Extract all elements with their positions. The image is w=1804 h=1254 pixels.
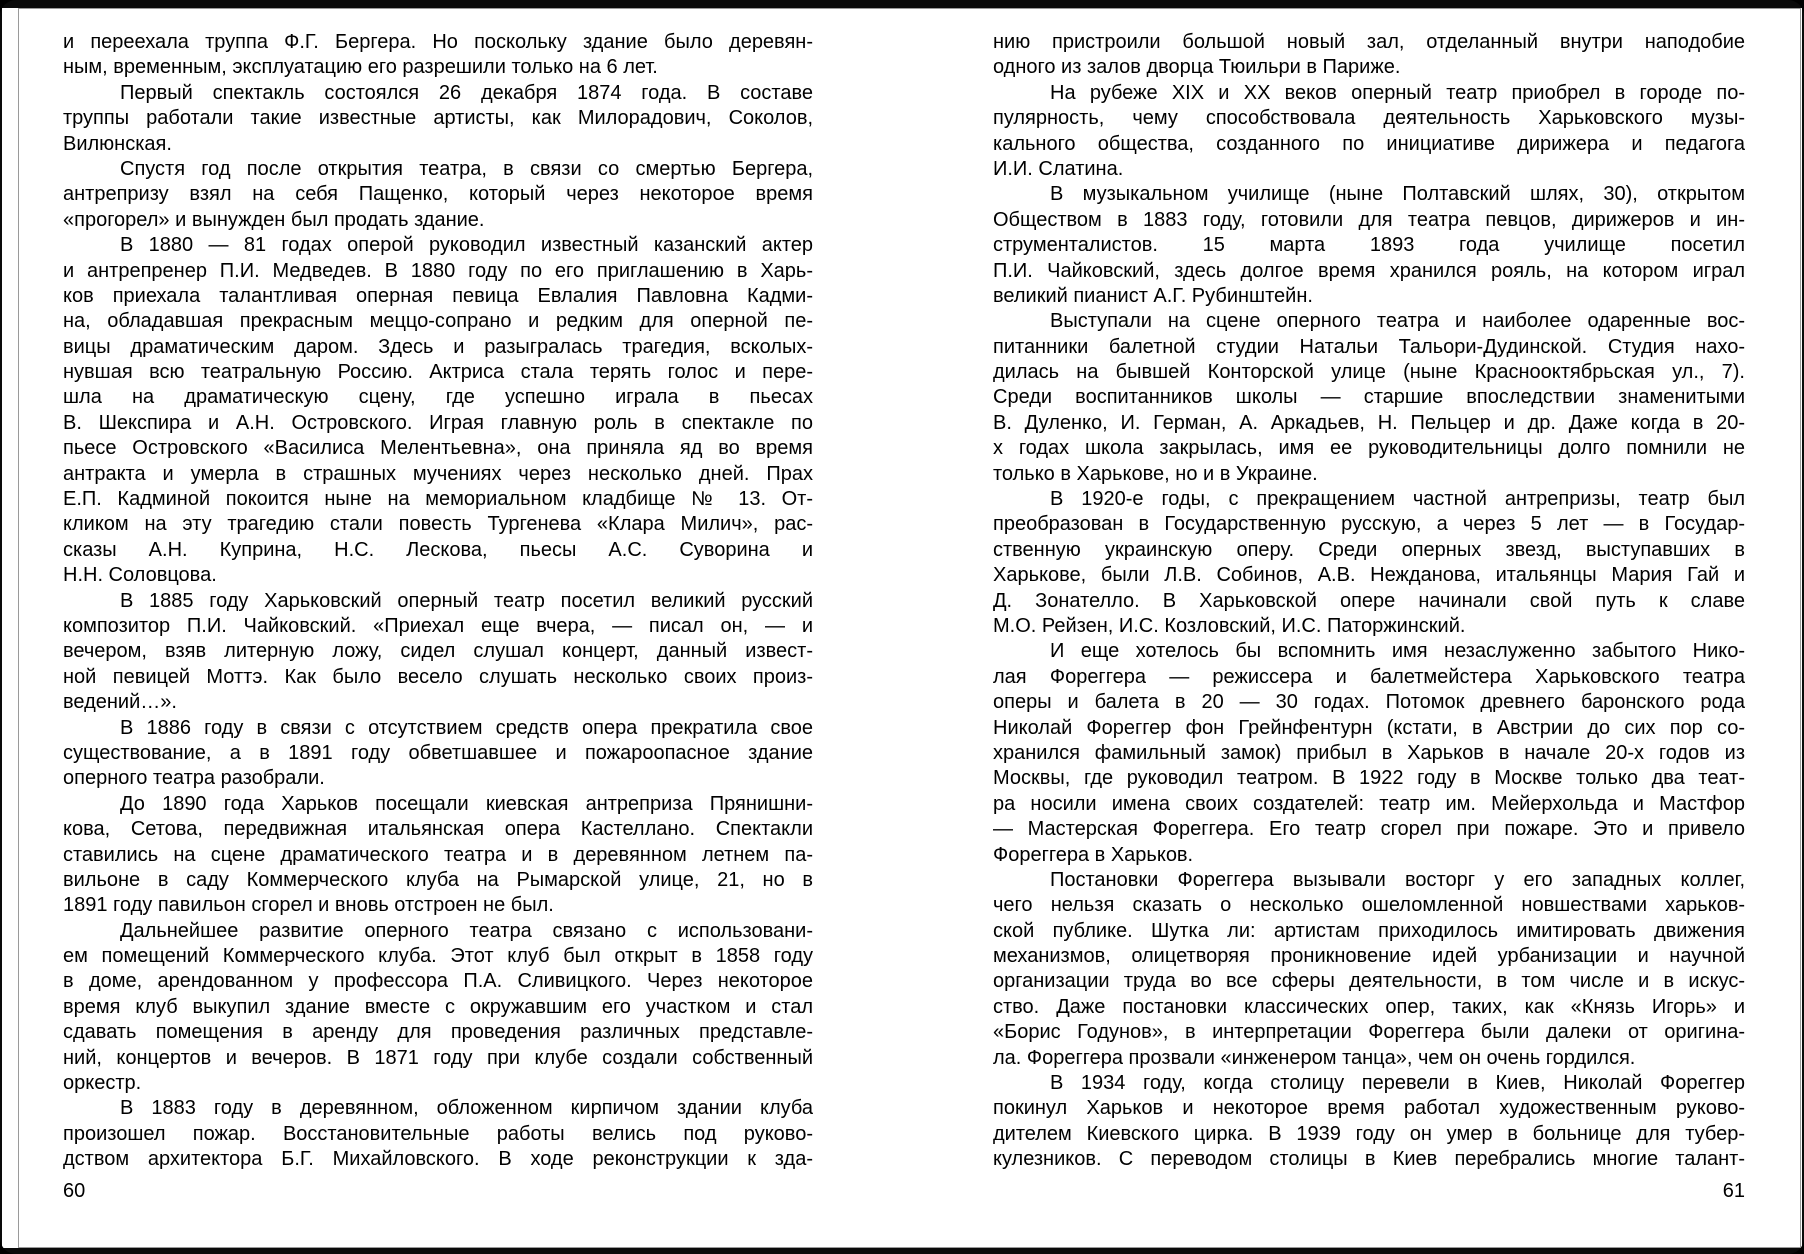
text-line: антракта и умерла в страшных мучениях через несколько дней. Прах [63,462,813,485]
text-line: Среди воспитанников школы — старшие впоследствии знаменитыми [993,386,1745,409]
text-line: кулезников. С переводом столицы в Киев перебрались многие талант- [993,1148,1745,1171]
text-line: В 1885 году Харьковский оперный театр посетил великий русский [120,589,813,612]
text-line: «прогорел» и вынужден был продать здание. [63,208,485,231]
text-line: В 1886 году в связи с отсутствием средств опера прекратила свое [120,716,813,739]
text-line: вицы драматическим даром. Здесь и разыгралась трагедия, всколых- [63,335,813,358]
text-line: кова, Сетова, передвижная итальянская опера Кастеллано. Спектакли [63,818,813,841]
text-line: одного из залов дворца Тюильри в Париже. [993,56,1401,79]
text-line: и антрепренер П.И. Медведев. В 1880 году по его приглашению в Харь- [63,259,813,282]
page-number-right: 61 [1722,1180,1745,1202]
text-line: Дальнейшее развитие оперного театра связано с использовани- [120,919,813,942]
page-number-left: 60 [63,1180,86,1202]
text-line: «Борис Годунов», в интерпретации Фореггера были далеки от оригина- [993,1021,1745,1044]
text-line: ков приехала талантливая оперная певица Евлалия Павловна Кадми- [63,284,813,307]
text-line: вечером, взяв литерную ложу, сидел слушал концерт, данный извест- [63,640,813,663]
text-line: ра носили имена своих создателей: театр им. Мейерхольда и Мастфор [993,792,1745,815]
text-line: антрепризу взял на себя Пащенко, который через некоторое время [63,183,813,206]
text-line: ственную украинскую оперу. Среди оперных звезд, выступавших в [993,538,1745,561]
text-line: хранился фамильный замок) прибыл в Харьков в начале 20-х годов из [993,741,1745,764]
text-line: 1891 году павильон сгорел и вновь отстроен не был. [63,894,554,917]
text-line: лая Фореггера — режиссера и балетмейстера Харьковского театра [993,665,1745,688]
text-line: ство. Даже постановки классических опер, таких, как «Князь Игорь» и [993,995,1745,1018]
text-line: струменталистов. 15 марта 1893 года училище посетил [993,234,1745,257]
text-line: ской публике. Шутка ли: артистам приходилось имитировать движения [993,919,1745,942]
text-line: оперного театра разобрали. [63,767,325,790]
text-line: В 1920-е годы, с прекращением частной антрепризы, театр был [1050,488,1745,511]
text-line: дством архитектора Б.Г. Михайловского. В ходе реконструкции к зда- [63,1148,813,1171]
text-line: время клуб выкупил здание вместе с окружавшим его участком и стал [63,995,813,1018]
text-line: — Мастерская Фореггера. Его театр сгорел при пожаре. Это и привело [993,818,1745,841]
text-line: пулярность, чему способствовала деятельность Харьковского музы- [993,107,1745,130]
text-line: Фореггера в Харьков. [993,843,1194,866]
text-line: Вилюнская. [63,132,172,155]
text-line: чего нельзя сказать о несколько ошеломленной новшествами харьков- [993,894,1745,917]
text-line: Обществом в 1883 году, готовили для театра певцов, дирижеров и ин- [993,208,1745,231]
text-line: оркестр. [63,1072,142,1095]
text-line: труппы работали такие известные артисты, как Милорадович, Соколов, [63,107,813,130]
text-line: кального общества, созданного по инициативе дирижера и педагога [993,132,1745,155]
text-line: дилась на бывшей Конторской улице (ныне Краснооктябрьская ул., 7). [993,361,1745,384]
text-line: существование, а в 1891 году обветшавшее и пожароопасное здание [63,741,813,764]
text-line: Н.Н. Соловцова. [63,564,217,587]
text-line: ем помещений Коммерческого клуба. Этот клуб был открыт в 1858 году [63,945,813,968]
text-line: на, обладавшая прекрасным меццо-сопрано и редким для оперной пе- [63,310,813,333]
text-line: сдавать помещения в аренду для проведения различных представле- [63,1021,813,1044]
text-line: Москвы, где руководил театром. В 1922 году в Москве только два теат- [993,767,1745,790]
text-line: Первый спектакль состоялся 26 декабря 1874 года. В составе [120,81,813,104]
text-line: покинул Харьков и некоторое время работал художественным руково- [993,1097,1745,1120]
text-line: В 1883 году в деревянном, обложенном кирпичом здании клуба [120,1097,813,1120]
page-60-text-column [63,30,813,1173]
text-line: Николай Фореггер фон Грейнфентурн (кстати, в Австрии до сих пор со- [993,716,1745,739]
text-line: вильоне в саду Коммерческого клуба на Рымарской улице, 21, но в [63,868,813,891]
text-line: Харькове, были Л.В. Собинов, А.В. Нежданова, итальянцы Мария Гай и [993,564,1745,587]
text-line: Спустя год после открытия театра, в связи со смертью Бергера, [120,157,813,180]
text-line: кликом на эту трагедию стали повесть Тургенева «Клара Милич», рас- [63,513,813,536]
text-line: преобразован в Государственную русскую, а через 5 лет — в Государ- [993,513,1745,536]
text-line: В. Дуленко, И. Герман, А. Аркадьев, Н. Пельцер и др. Даже когда в 20- [993,411,1745,434]
text-line: ставились на сцене драматического театра и в деревянном летнем па- [63,843,813,866]
text-line: шла на драматическую сцену, где успешно играла в пьесах [63,386,813,409]
text-line: Выступали на сцене оперного театра и наиболее одаренные вос- [1050,310,1745,333]
text-line: великий пианист А.Г. Рубинштейн. [993,284,1313,307]
text-line: механизмов, олицетворяя проникновение идей урбанизации и научной [993,945,1745,968]
text-line: И.И. Слатина. [993,157,1124,180]
text-line: ным, временным, эксплуатацию его разрешили только на 6 лет. [63,56,658,79]
text-line: В музыкальном училище (ныне Полтавский шлях, 30), открытом [1050,183,1745,206]
text-line: До 1890 года Харьков посещали киевская антреприза Прянишни- [120,792,813,815]
text-line: Д. Зонателло. В Харьковской опере начинали свой путь к славе [993,589,1745,612]
text-line: и переехала труппа Ф.Г. Бергера. Но поскольку здание было деревян- [63,31,813,53]
text-line: произошел пожар. Восстановительные работы велись под руково- [63,1122,813,1145]
text-line: Е.П. Кадминой покоится ныне на мемориальном кладбище № 13. От- [63,488,813,511]
text-line: П.И. Чайковский, здесь долгое время хранился рояль, на котором играл [993,259,1745,282]
text-line: сказы А.Н. Куприна, Н.С. Лескова, пьесы А.С. Суворина и [63,538,813,561]
text-line: В 1934 году, когда столицу перевели в Киев, Николай Фореггер [1050,1072,1745,1095]
text-line: Постановки Фореггера вызывали восторг у его западных коллег, [1050,868,1745,891]
text-line: нию пристроили большой новый зал, отделанный внутри наподобие [993,31,1745,53]
text-line: оперы и балета в 20 — 30 годах. Потомок древнего баронского рода [993,691,1745,714]
book-page-spread [2,8,1802,1248]
text-line: В 1880 — 81 годах оперой руководил известный казанский актер [120,234,813,257]
text-line: ла. Фореггера прозвали «инженером танца», чем он очень гордился. [993,1046,1636,1069]
text-line: На рубеже XIX и XX веков оперный театр приобрел в городе по- [1050,81,1745,104]
text-line: пьесе Островского «Василиса Мелентьевна», она приняла яд во время [63,437,813,460]
text-line: только в Харькове, но и в Украине. [993,462,1318,485]
text-line: ний, концертов и вечеров. В 1871 году при клубе создали собственный [63,1046,813,1069]
text-line: И еще хотелось бы вспомнить имя незаслуженно забытого Нико- [1050,640,1745,663]
text-line: питанники балетной студии Натальи Тальори-Дудинской. Студия нахо- [993,335,1745,358]
text-line: дителем Киевского цирка. В 1939 году он умер в больнице для тубер- [993,1122,1745,1145]
page-61-text-column [993,30,1745,1173]
text-line: х годах школа закрылась, имя ее руководительницы долго помнили не [993,437,1745,460]
text-line: нувшая всю театральную Россию. Актриса стала терять голос и пере- [63,361,813,384]
text-line: ной певицей Моттэ. Как было весело слушать несколько своих произ- [63,665,813,688]
text-line: в доме, арендованном у профессора П.А. Сливицкого. Через некоторое [63,970,813,993]
text-line: В. Шекспира и А.Н. Островского. Играя главную роль в спектакле по [63,411,813,434]
text-line: М.О. Рейзен, И.С. Козловский, И.С. Паторжинский. [993,614,1466,637]
text-line: композитор П.И. Чайковский. «Приехал еще вчера, — писал он, — и [63,614,813,637]
text-line: организации труда во все сферы деятельности, в том числе и в искус- [993,970,1745,993]
text-line: ведений…». [63,691,177,714]
